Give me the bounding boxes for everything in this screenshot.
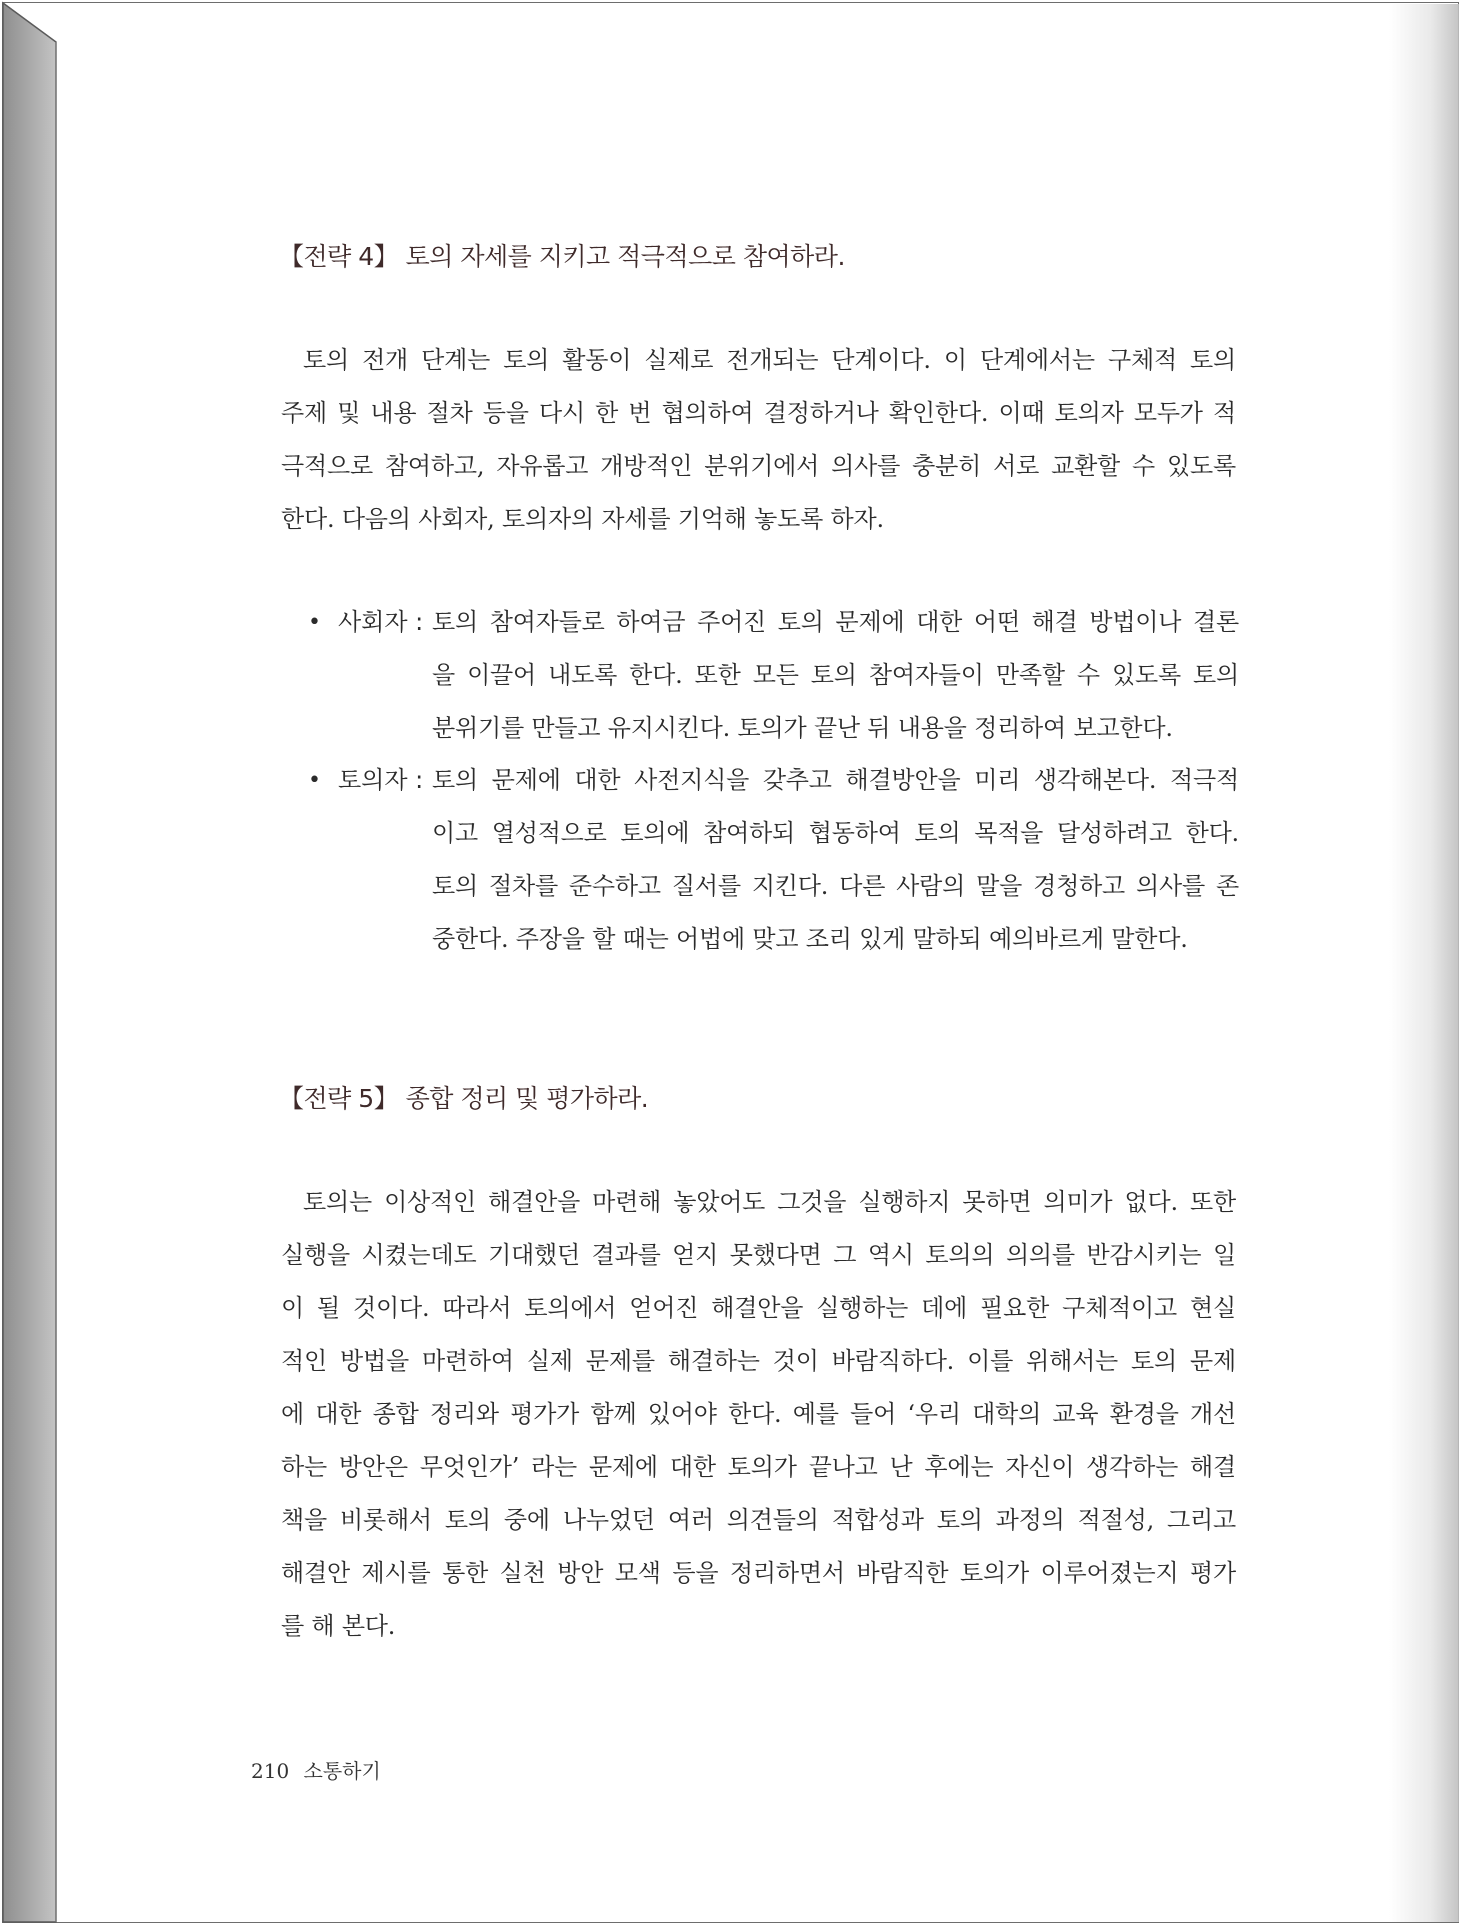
- bullet-line: 분위기를 만들고 유지시킨다. 토의가 끝난 뒤 내용을 정리하여 보고한다.: [432, 714, 1173, 742]
- book-spine: [0, 0, 60, 1926]
- paragraph-line: 토의 전개 단계는 토의 활동이 실제로 전개되는 단계이다. 이 단계에서는 구체적 토의: [303, 346, 1236, 374]
- paragraph-line: 해결안 제시를 통한 실천 방안 모색 등을 정리하면서 바람직한 토의가 이루어졌는지 평가: [281, 1559, 1236, 1587]
- paragraph-line: 적인 방법을 마련하여 실제 문제를 해결하는 것이 바람직하다. 이를 위해서는 토의 문제: [281, 1347, 1236, 1375]
- bullet-dot-icon: •: [308, 610, 321, 635]
- paragraph-line: 에 대한 종합 정리와 평가가 함께 있어야 한다. 예를 들어 ‘우리 대학의 교육 환경을 개선: [281, 1400, 1236, 1428]
- paragraph-line: 를 해 본다.: [281, 1612, 396, 1640]
- bullet-line: 을 이끌어 내도록 한다. 또한 모든 토의 참여자들이 만족할 수 있도록 토의: [432, 661, 1239, 689]
- paragraph-line: 책을 비롯해서 토의 중에 나누었던 여러 의견들의 적합성과 토의 과정의 적절성, 그리고: [281, 1506, 1236, 1534]
- bullet-line: 토의 문제에 대한 사전지식을 갖추고 해결방안을 미리 생각해본다. 적극적: [432, 766, 1239, 794]
- paragraph-line: 주제 및 내용 절차 등을 다시 한 번 협의하여 결정하거나 확인한다. 이때 토의자 모두가 적: [281, 399, 1236, 427]
- bullet-line: 토의 절차를 준수하고 질서를 지킨다. 다른 사람의 말을 경청하고 의사를 존: [432, 872, 1239, 900]
- page-number: 210: [251, 1759, 290, 1783]
- bullet-line: 토의 참여자들로 하여금 주어진 토의 문제에 대한 어떤 해결 방법이나 결론: [432, 608, 1239, 636]
- paragraph-line: 극적으로 참여하고, 자유롭고 개방적인 분위기에서 의사를 충분히 서로 교환할 수 있도록: [281, 452, 1236, 480]
- paragraph-line: 하는 방안은 무엇인가’ 라는 문제에 대한 토의가 끝나고 난 후에는 자신이 생각하는 해결: [281, 1453, 1236, 1481]
- running-title: 소통하기: [303, 1759, 381, 1783]
- paragraph-line: 실행을 시켰는데도 기대했던 결과를 얻지 못했다면 그 역시 토의의 의의를 반감시키는 일: [281, 1241, 1236, 1269]
- bullet-body: [432, 596, 1239, 755]
- section4-paragraph: [281, 334, 1236, 546]
- bullet-dot-icon: •: [308, 768, 321, 793]
- section5-heading: 【전략 5】 종합 정리 및 평가하라.: [279, 1084, 649, 1113]
- bullet-term: 토의자 :: [338, 766, 424, 794]
- bullet-line: 중한다. 주장을 할 때는 어법에 맞고 조리 있게 말하되 예의바르게 말한다.: [432, 925, 1188, 953]
- page-footer: [251, 1755, 381, 1784]
- bullet-line: 이고 열성적으로 토의에 참여하되 협동하여 토의 목적을 달성하려고 한다.: [432, 819, 1239, 847]
- paragraph-line: 토의는 이상적인 해결안을 마련해 놓았어도 그것을 실행하지 못하면 의미가 없다. 또한: [303, 1188, 1236, 1216]
- bullet-term: 사회자 :: [338, 608, 424, 636]
- section4-heading: 【전략 4】 토의 자세를 지키고 적극적으로 참여하라.: [279, 242, 845, 271]
- paragraph-line: 한다. 다음의 사회자, 토의자의 자세를 기억해 놓도록 하자.: [281, 505, 884, 533]
- page-edge-shadow: [1389, 4, 1459, 1922]
- section5-paragraph: [281, 1176, 1236, 1653]
- bullet-body: [432, 754, 1239, 966]
- paragraph-line: 이 될 것이다. 따라서 토의에서 얻어진 해결안을 실행하는 데에 필요한 구체적이고 현실: [281, 1294, 1236, 1322]
